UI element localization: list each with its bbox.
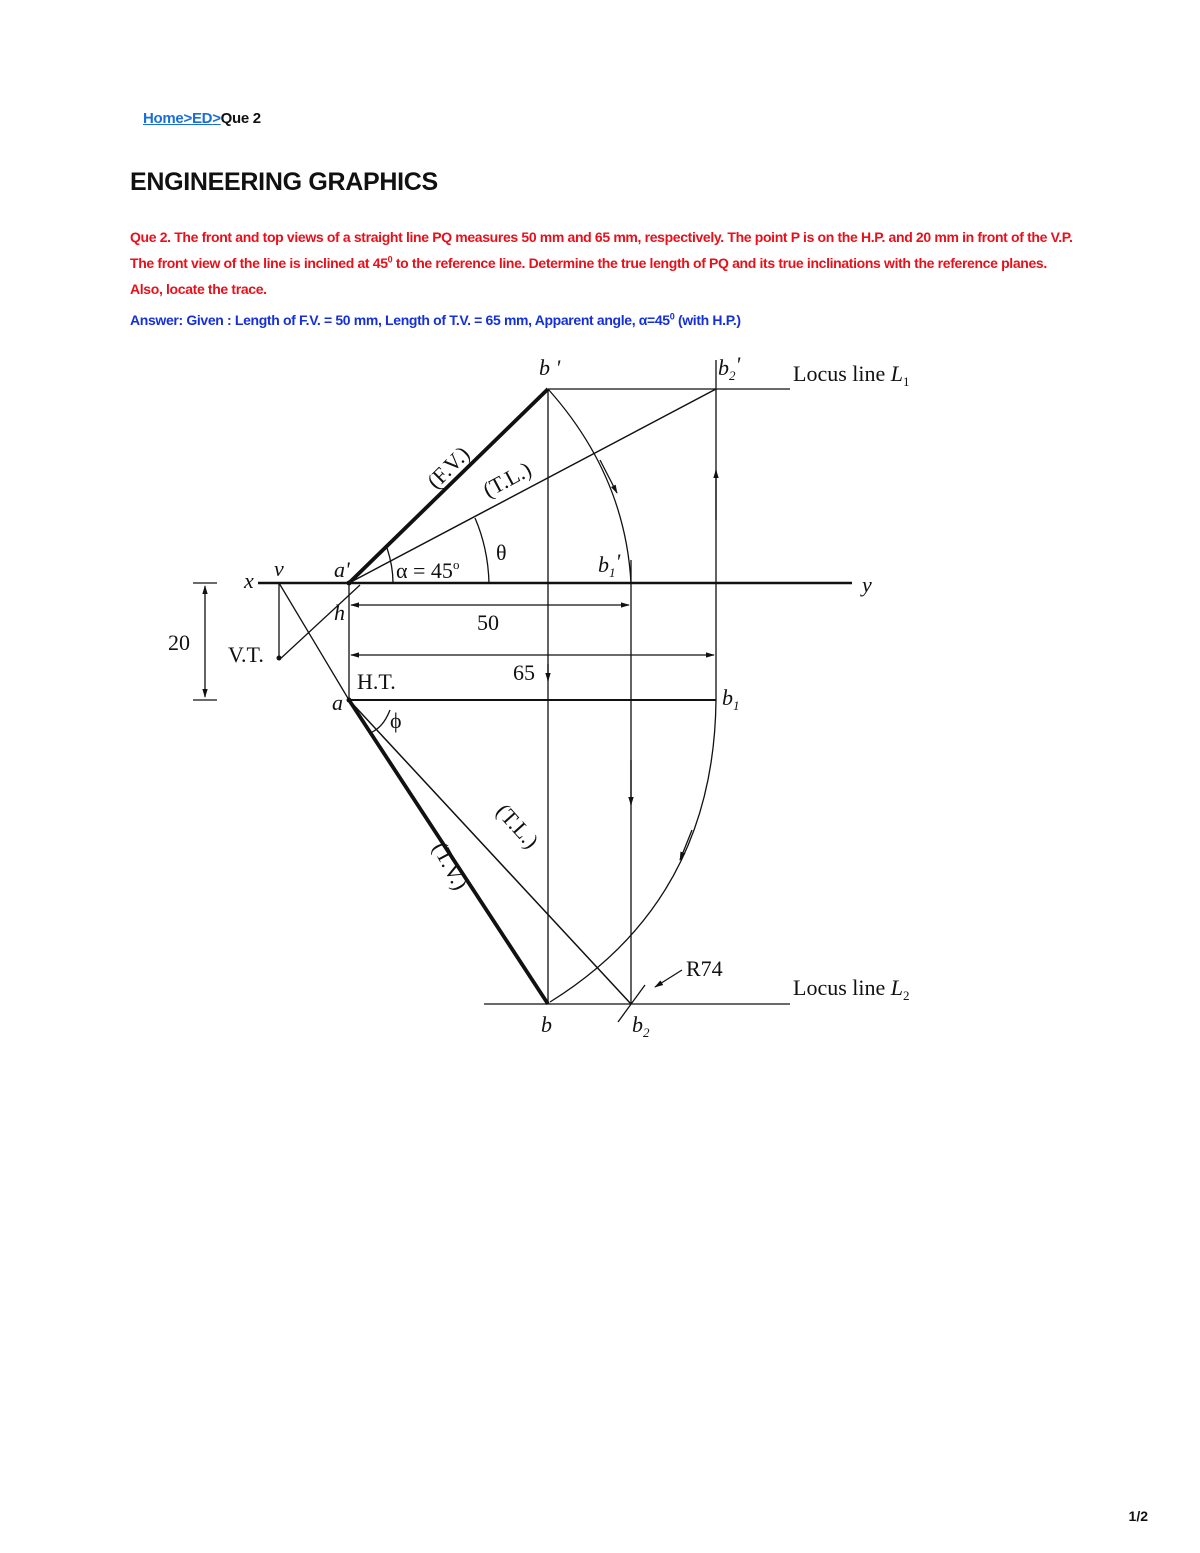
label-b1-prime-mark: ' xyxy=(615,549,621,574)
angle-arc-phi xyxy=(370,710,390,733)
locus1-sub: 1 xyxy=(903,374,910,389)
label-b: b xyxy=(541,1012,552,1037)
locus2-sub: 2 xyxy=(903,988,910,1003)
breadcrumb-separator: > xyxy=(183,110,192,127)
label-alpha-sup: o xyxy=(452,557,460,572)
label-r74: R74 xyxy=(686,956,723,981)
label-a: a xyxy=(332,690,343,715)
angle-arc-theta xyxy=(475,518,489,583)
locus1-text: Locus line xyxy=(793,361,891,386)
label-dim-50: 50 xyxy=(477,610,499,635)
label-y: y xyxy=(862,572,872,597)
true-length-top xyxy=(349,389,716,583)
label-vt: V.T. xyxy=(228,642,264,667)
question-tail: to the reference line. Determine the true length of PQ and its true inclinations with the reference planes. Also, locate the trace. xyxy=(130,255,1047,297)
arrow-arc-bottom xyxy=(680,830,692,860)
label-locus-line-1 xyxy=(793,361,910,389)
point-vt xyxy=(277,656,282,661)
answer-label: Answer: xyxy=(130,312,183,328)
label-b1 xyxy=(722,685,740,713)
label-alpha xyxy=(396,557,459,583)
dimensions xyxy=(193,460,716,987)
label-b1-prime xyxy=(598,549,621,580)
true-length-bottom xyxy=(349,700,631,1004)
locus2-text: Locus line xyxy=(793,975,891,1000)
drawing-labels xyxy=(168,352,910,1040)
label-b1-prime-sub: 1 xyxy=(609,565,616,580)
breadcrumb-home: Home xyxy=(143,110,184,127)
question-degree: 0 xyxy=(387,254,393,265)
answer-tail: (with H.P.) xyxy=(674,312,741,328)
construction-lines xyxy=(258,360,852,1022)
label-b2-prime-base: b xyxy=(718,355,729,380)
label-tl-top: (T.L.) xyxy=(478,456,536,503)
label-a-prime: a' xyxy=(334,557,350,582)
label-ht: H.T. xyxy=(357,669,396,694)
locus2-var: L xyxy=(890,975,904,1000)
question-body: Que 2. The front and top views of a straight line PQ measures 50 mm and 65 mm, respectively. The point P is on the H.P. and 20 mm in front of the V.P. The front view of the line is inclined at 45 xyxy=(130,229,1073,271)
label-tv: (T.V.) xyxy=(427,837,474,894)
answer-body: Given : Length of F.V. = 50 mm, Length of T.V. = 65 mm, Apparent angle, α=45 xyxy=(182,312,670,328)
label-x: x xyxy=(244,568,254,593)
page-number: 1/2 xyxy=(1128,1508,1148,1524)
arrow-arc-top xyxy=(600,460,617,493)
label-b2 xyxy=(632,1012,650,1040)
breadcrumb-ed: ED xyxy=(191,110,213,127)
label-b1-prime-base: b xyxy=(598,552,609,577)
label-alpha-text: α = 45 xyxy=(396,558,453,583)
label-b2-base: b xyxy=(632,1012,643,1037)
label-fv: (F.V.) xyxy=(421,441,475,494)
label-v: v xyxy=(274,556,284,581)
label-b1-base: b xyxy=(722,685,733,710)
label-dim-20: 20 xyxy=(168,630,190,655)
trace-line-hv xyxy=(279,585,360,660)
label-b2-prime-mark: ' xyxy=(735,352,741,377)
angle-arc-alpha xyxy=(387,548,393,583)
point-a xyxy=(347,698,352,703)
label-b-prime: b ' xyxy=(539,355,561,380)
breadcrumb-current: Que 2 xyxy=(220,110,261,127)
label-tl-bottom: (T.L.) xyxy=(491,798,544,854)
locus1-var: L xyxy=(890,361,904,386)
breadcrumb-separator: > xyxy=(212,110,221,127)
label-b2-prime-sub: 2 xyxy=(729,368,736,383)
label-theta: θ xyxy=(496,540,507,565)
label-b1-sub: 1 xyxy=(733,698,740,713)
label-dim-65: 65 xyxy=(513,660,535,685)
label-phi: ϕ xyxy=(390,708,402,733)
label-locus-line-2 xyxy=(793,975,910,1003)
label-h: h xyxy=(334,600,345,625)
label-b2-sub: 2 xyxy=(643,1025,650,1040)
answer-degree: 0 xyxy=(669,311,675,322)
arrow-r74 xyxy=(655,970,682,987)
label-b2-prime xyxy=(718,352,741,383)
page-title: ENGINEERING GRAPHICS xyxy=(130,168,438,196)
